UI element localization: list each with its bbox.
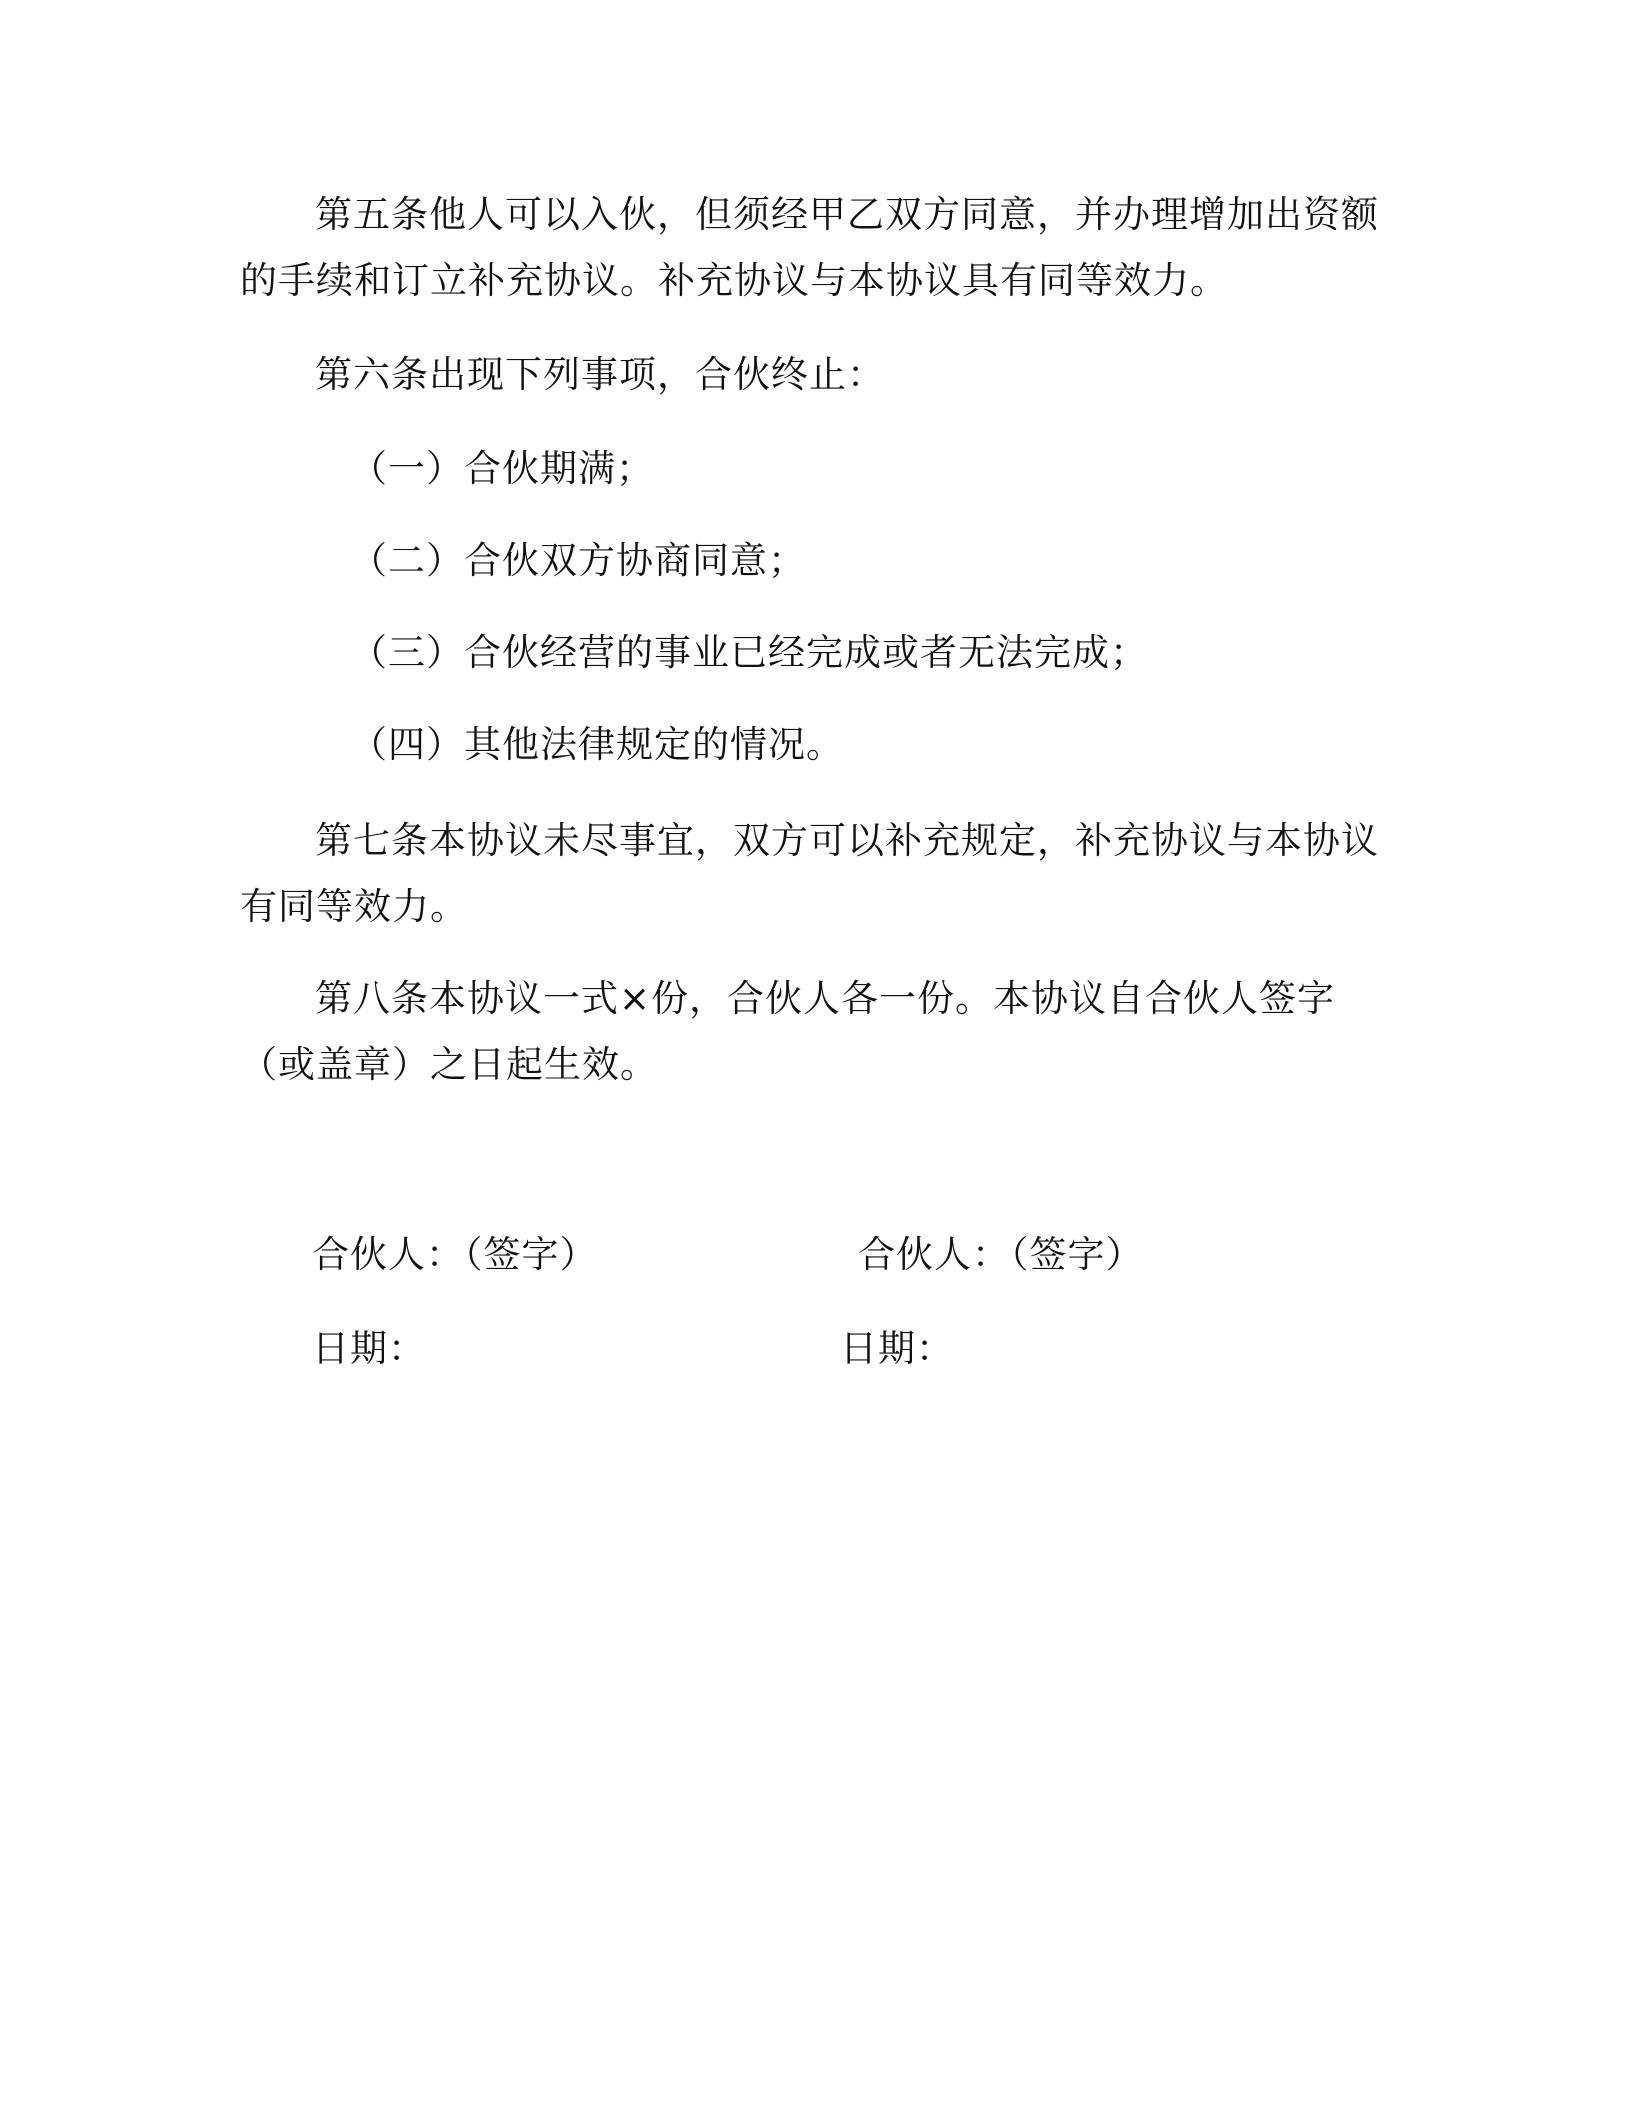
left-partner-signature-label: 合伙人：（签字） (312, 1233, 598, 1276)
article-6: 第六条出现下列事项，合伙终止： (315, 353, 885, 396)
left-date-label: 日期： (312, 1327, 426, 1370)
right-date-label: 日期： (840, 1327, 954, 1370)
article-8: 第八条本协议一式×份，合伙人各一份。本协议自合伙人签字（或盖章）之日起生效。 (240, 977, 1336, 1086)
article-7: 第七条本协议未尽事宜，双方可以补充规定，补充协议与本协议有同等效力。 (240, 819, 1379, 928)
termination-item-3: （三）合伙经营的事业已经完成或者无法完成； (350, 631, 1148, 674)
article-5: 第五条他人可以入伙，但须经甲乙双方同意，并办理增加出资额的手续和订立补充协议。补充协议与本协议具有同等效力。 (240, 193, 1379, 302)
termination-item-4: （四）其他法律规定的情况。 (350, 723, 844, 766)
termination-item-1: （一）合伙期满； (350, 447, 654, 490)
termination-item-2: （二）合伙双方协商同意； (350, 539, 806, 582)
right-partner-signature-label: 合伙人：（签字） (858, 1233, 1144, 1276)
